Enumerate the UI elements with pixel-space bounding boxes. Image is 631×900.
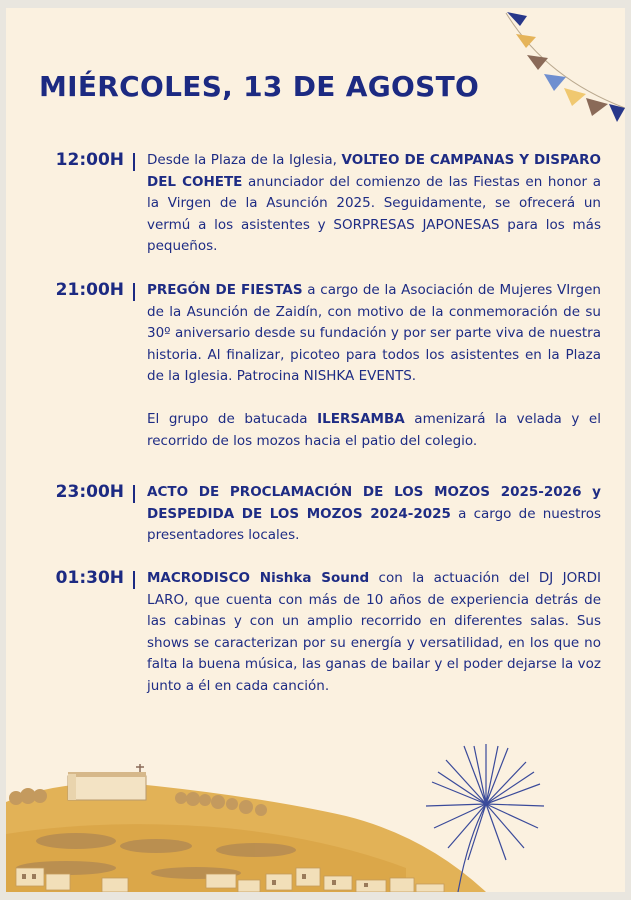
text-run: con la actuación del DJ JORDI LARO, que cuenta con más de 10 años de experiencia detrás de las cabinas y con un amplio recorrido en diferentes salas. Sus shows se caracterizan por su energía y versatilidad, en los que no falta la buena música, las ganas de bailar y el poder dejarse la voz junto a él en cada canción. <box>147 570 601 694</box>
event-description <box>147 568 601 697</box>
bunting-flag <box>516 34 536 48</box>
event-description-extra <box>147 409 601 452</box>
event-description <box>147 280 601 388</box>
text-run-bold: VOLTEO DE CAMPANAS Y DISPARO DEL COHETE <box>147 152 601 190</box>
event-time: 01:30H <box>55 568 124 588</box>
text-run: El grupo de batucada <box>147 411 318 427</box>
text-run-bold: MACRODISCO Nishka Sound <box>147 570 370 586</box>
text-run: Desde la Plaza de la Iglesia, <box>147 152 342 168</box>
village-hill-illustration <box>6 728 625 892</box>
text-run: anunciador del comienzo de las Fiestas en honor a la Virgen de la Asunción 2025. Seguidamente, se ofrecerá un vermú a los asistentes y SORPRESAS JAPONESAS para los más pequeños. <box>147 173 601 254</box>
separator-bar <box>133 571 135 589</box>
event-time: 12:00H <box>55 150 124 170</box>
event-time: 23:00H <box>55 482 124 502</box>
event-time: 21:00H <box>55 280 124 300</box>
text-run-bold: ACTO DE PROCLAMACIÓN DE LOS MOZOS 2025-2026 y DESPEDIDA DE LOS MOZOS 2024-2025 <box>147 484 601 522</box>
bunting-flag <box>527 55 548 70</box>
text-run: a cargo de nuestros presentadores locales. <box>147 505 601 543</box>
event-description <box>147 150 601 258</box>
text-run-bold: ILERSAMBA <box>317 411 405 427</box>
separator-bar <box>133 153 135 171</box>
bunting-flag <box>564 88 586 106</box>
poster-page <box>6 8 625 892</box>
text-run-bold: PREGÓN DE FIESTAS <box>147 282 303 298</box>
church-icon <box>68 764 146 800</box>
text-run: a cargo de la Asociación de Mujeres VIrgen de la Asunción de Zaidín, con motivo de la conmemoración de su 30º aniversario desde su fundación y por ser parte viva de nuestra historia. Al finalizar, picoteo para todos los asistentes en la Plaza de la Iglesia. Patrocina NISHKA EVENTS. <box>147 282 601 384</box>
page-title: MIÉRCOLES, 13 DE AGOSTO <box>39 70 480 103</box>
separator-bar <box>133 283 135 301</box>
separator-bar <box>133 485 135 503</box>
bunting-flag <box>586 98 608 116</box>
event-description <box>147 482 601 547</box>
text-run: amenizará la velada y el recorrido de los mozos hacia el patio del colegio. <box>147 411 601 449</box>
bunting-flag <box>544 74 566 91</box>
